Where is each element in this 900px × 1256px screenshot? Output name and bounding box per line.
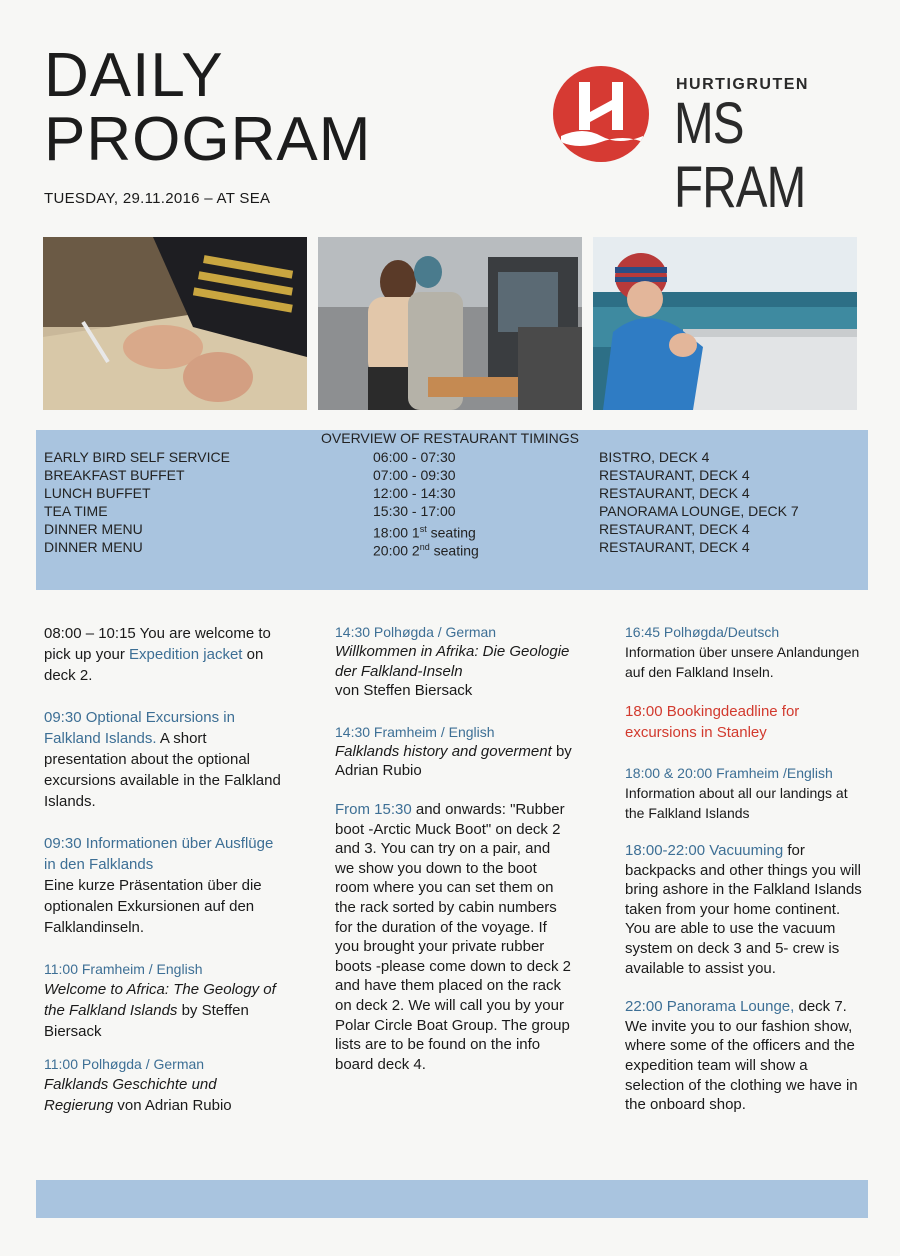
lecture-title: Welcome to Africa: The Geology of the Falkland Islands [44, 981, 276, 1019]
timing-time: 15:30 - 17:00 [373, 503, 456, 519]
page-title [44, 41, 372, 174]
footer-band [36, 1180, 868, 1218]
event-text: Information über unsere Anlandungen auf den Falkland Inseln. [625, 644, 860, 680]
timing-place: RESTAURANT, DECK 4 [599, 467, 750, 483]
event-heading: 14:30 Polhøgda / German [335, 624, 497, 640]
ship-name: MS FRAM [674, 91, 806, 220]
program-column-2 [335, 622, 573, 1074]
lecture-title: Falklands history and goverment [335, 742, 552, 760]
expedition-jacket-link: Expedition jacket [129, 646, 243, 663]
timing-place: PANORAMA LOUNGE, DECK 7 [599, 503, 799, 519]
photo-passengers-bridge [318, 237, 582, 410]
event-geology-de [335, 622, 573, 701]
event-text: A short presentation about the optional excursions available in the Falkland Islands. [44, 730, 281, 810]
restaurant-timings-title: OVERVIEW OF RESTAURANT TIMINGS [321, 430, 579, 446]
timing-name: BREAKFAST BUFFET [44, 467, 185, 483]
event-landings-en [625, 763, 865, 823]
timing-time-sup: st [419, 524, 427, 534]
timing-place: RESTAURANT, DECK 4 [599, 521, 750, 537]
event-jacket [44, 623, 284, 686]
lecture-title: Falklands Geschichte und Regierung [44, 1076, 217, 1114]
event-heading: From 15:30 [335, 800, 412, 818]
timing-place: BISTRO, DECK 4 [599, 449, 710, 465]
event-fashion-show [625, 997, 865, 1115]
event-heading: 18:00-22:00 Vacuuming [625, 842, 784, 859]
photo-passenger-deck [593, 237, 857, 410]
date-line: TUESDAY, 29.11.2016 – AT SEA [44, 190, 271, 207]
event-heading: 14:30 Framheim / English [335, 723, 495, 740]
title-line-1: DAILY [44, 41, 224, 110]
event-excursions-de [44, 833, 284, 938]
lecture-title: Willkommen in Afrika: Die Geologie der Falkland-Inseln [335, 643, 570, 680]
timing-name: EARLY BIRD SELF SERVICE [44, 449, 230, 465]
lecturer: by Steffen Biersack [44, 1002, 249, 1040]
timing-time-main: 18:00 1 [373, 524, 420, 541]
event-heading: 16:45 Polhøgda/Deutsch [625, 624, 780, 640]
event-heading: 09:30 Optional Excursions in Falkland Islands. [44, 709, 235, 747]
event-excursions-en [44, 707, 284, 812]
event-vacuuming [625, 841, 865, 978]
lecturer: by Adrian Rubio [335, 742, 572, 780]
event-heading: 22:00 Panorama Lounge, [625, 998, 795, 1016]
event-text: 08:00 – 10:15 You are welcome to pick up your [44, 625, 271, 663]
lecturer: von Adrian Rubio [113, 1097, 232, 1114]
event-text: Eine kurze Präsentation über die optionalen Exkursionen auf den Falklandinseln. [44, 877, 262, 936]
timing-place: RESTAURANT, DECK 4 [599, 539, 750, 555]
booking-deadline: 18:00 Bookingdeadline for excursions in Stanley [625, 703, 800, 741]
timing-name: DINNER MENU [44, 539, 143, 555]
event-text: and onwards: "Rubber boot -Arctic Muck Boot" on deck 2 and 3. You can try on a pair, and we show you down to the boot room where you can set them on the rack sorted by cabin numbers for the duration of the voyage. If you brought your private rubber boots -please come down to deck 2 and have them placed on the rack on deck 2. We will call you by your Polar Circle Boat Group. The group lists are to be found on the info board deck 4. [335, 800, 571, 1073]
event-heading: 09:30 Informationen über Ausflüge in den Falklands [44, 835, 274, 873]
event-heading: 11:00 Framheim / English [44, 961, 203, 977]
brand-name: HURTIGRUTEN [676, 76, 809, 93]
photo-officer-chart [43, 237, 307, 410]
timing-time: 07:00 - 09:30 [373, 467, 456, 483]
event-rubber-boots [335, 800, 573, 1074]
event-geology-en [44, 959, 284, 1042]
event-text: for backpacks and other things you will bring ashore in the Falkland Islands taken from your home continent. You are able to use the vacuum system on deck 3 and 5- crew is available to assist you. [625, 842, 862, 977]
program-column-1 [44, 623, 284, 1116]
timing-time-sup: nd [419, 542, 430, 552]
event-history-en [335, 722, 573, 781]
title-line-2: PROGRAM [44, 105, 372, 174]
timing-time-main: 20:00 2 [373, 542, 420, 559]
event-heading: 11:00 Polhøgda / German [44, 1056, 205, 1072]
hurtigruten-logo-icon [553, 66, 649, 162]
timing-name: DINNER MENU [44, 521, 143, 537]
event-text: on deck 2. [44, 646, 264, 684]
event-heading: 18:00 & 20:00 Framheim /English [625, 765, 833, 781]
event-text: deck 7. We invite you to our fashion show, where some of the officers and the expedition team will show a selection of the clothing we have in the onboard shop. [625, 998, 858, 1114]
program-column-3 [625, 622, 865, 1115]
lecturer: von Steffen Biersack [335, 682, 473, 700]
timing-time: 12:00 - 14:30 [373, 485, 456, 501]
timing-time-after: seating [426, 524, 476, 541]
event-landings-de [625, 622, 865, 682]
timing-time-after: seating [429, 542, 479, 559]
timing-name: LUNCH BUFFET [44, 485, 151, 501]
timing-time: 06:00 - 07:30 [373, 449, 456, 465]
event-history-de [44, 1054, 284, 1116]
timing-time [373, 538, 479, 560]
event-text: Information about all our landings at the Falkland Islands [625, 785, 848, 821]
timing-name: TEA TIME [44, 503, 108, 519]
timing-place: RESTAURANT, DECK 4 [599, 485, 750, 501]
